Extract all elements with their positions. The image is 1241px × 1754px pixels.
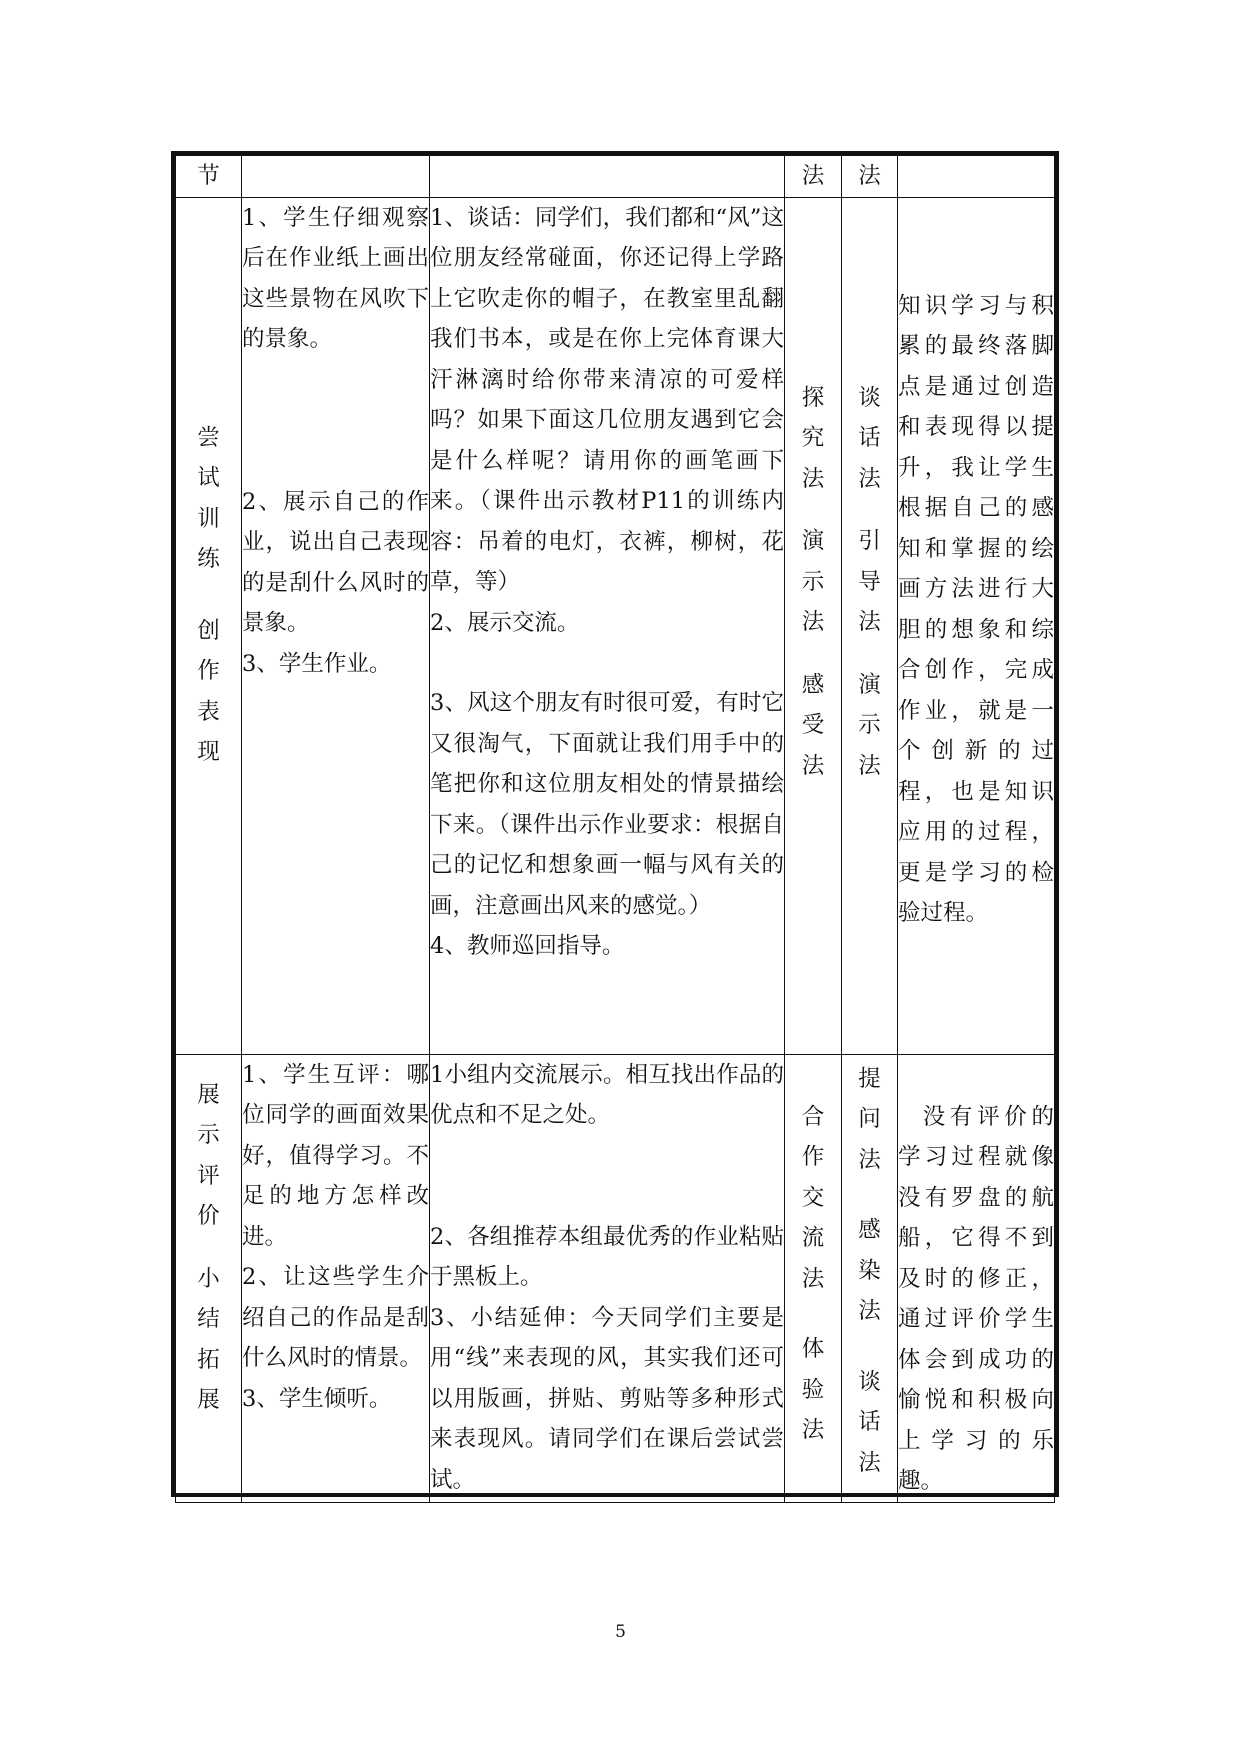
method1-cell [785,1054,842,1502]
method-char: 法 [858,1449,881,1476]
method-char: 交 [801,1184,825,1211]
method-char: 法 [801,752,825,779]
stage-char: 结 [197,1306,220,1332]
method-char: 提 [858,1065,881,1092]
stage-char: 训 [197,505,220,532]
design-intent-text: 没有评价的学习过程就像没有罗盘的航船，它得不到及时的修正，通过评价学生体会到成功的愉悦和积极向上学习的乐趣。 [898,1103,1054,1494]
method-char: 流 [801,1225,825,1251]
method-char: 作 [801,1144,825,1170]
stage-char: 创 [197,617,220,644]
method-char: 感 [858,1217,881,1243]
method-char: 探 [801,384,825,411]
header-student-cell [242,156,430,198]
stage-char: 作 [197,658,220,684]
method2-cell [842,1054,898,1502]
design-intent-cell [898,1054,1055,1502]
method-char: 验 [801,1376,825,1403]
method-char: 话 [858,425,881,451]
stage-char: 练 [197,546,220,572]
method2-cell [842,197,898,1054]
student-step: 2、展示自己的作业，说出自己表现的是刮什么风时的景象。 [242,488,429,636]
teacher-step: 3、风这个朋友有时很可爱，有时它又很淘气，下面就让我们用手中的笔把你和这位朋友相处的情景描绘下来。（课件出示作业要求：根据自己的记忆和想象画一幅与风有关的画，注意画出风来的感觉。） [430,690,784,919]
method1-label [785,1055,841,1451]
header-method2-cell: 法 [842,156,898,198]
stage-char: 现 [197,739,220,765]
method-char: 法 [858,1146,881,1173]
method-char: 演 [801,528,825,554]
table-row [176,1054,1055,1502]
lesson-table-frame [171,151,1059,1497]
method1-cell [785,197,842,1054]
method-char: 谈 [858,384,881,411]
header-intent-cell [898,156,1055,198]
method-char: 导 [858,568,881,595]
teacher-step: 2、展示交流。 [430,609,580,636]
student-step: 1、学生仔细观察后在作业纸上画出这些景物在风吹下的景象。 [242,204,429,352]
method-char: 话 [858,1409,881,1435]
page-number: 5 [615,1622,626,1642]
method-char: 法 [801,609,825,635]
stage-char: 示 [197,1122,220,1148]
stage-char: 尝 [197,424,220,451]
method-char: 演 [858,671,881,698]
student-activity-cell [242,1054,430,1502]
method-char: 问 [858,1106,881,1132]
stage-cell [176,197,242,1054]
student-step: 2、让这些学生介绍自己的作品是刮什么风时的情景。 [242,1264,429,1371]
method1-label [785,198,841,787]
teacher-step: 1、谈话：同学们，我们都和“风”这位朋友经常碰面，你还记得上学路上它吹走你的帽子，在教室里乱翻我们书本，或是在你上完体育课大汗淋漓时给你带来清凉的可爱样吗？如果下面这几位朋友遇到它会是什么样呢？请用你的画笔画下来。（课件出示教材P11的训练内容：吊着的电灯，衣裤，柳树，花草，等） [430,204,784,595]
stage-char: 评 [197,1162,220,1189]
teacher-step: 3、小结延伸：今天同学们主要是用“线”来表现的风，其实我们还可以用版画，拼贴、剪贴等多种形式来表现风。请同学们在课后尝试尝试。 [430,1304,784,1493]
method-char: 示 [801,568,825,595]
teacher-step: 2、各组推荐本组最优秀的作业粘贴于黑板上。 [430,1223,784,1290]
teacher-activity-cell [430,1054,785,1502]
stage-cell [176,1054,242,1502]
table-header-row [176,156,1055,198]
stage-char: 展 [197,1081,220,1108]
method-char: 体 [801,1336,825,1362]
stage-char: 拓 [197,1346,220,1373]
method-char: 法 [858,465,881,492]
table-row [176,197,1055,1054]
method-char: 谈 [858,1368,881,1395]
teacher-step: 4、教师巡回指导。 [430,933,625,959]
method-char: 染 [858,1257,881,1284]
method-char: 感 [801,671,825,698]
method-char: 法 [801,465,825,492]
student-step: 3、学生作业。 [242,650,392,677]
header-teacher-cell [430,156,785,198]
stage-char: 表 [197,698,220,725]
method-char: 引 [858,528,881,554]
method-char: 示 [858,712,881,738]
method-char: 法 [801,1265,825,1292]
header-method1-cell: 法 [785,156,842,198]
method-char: 法 [801,1417,825,1443]
student-activity-cell [242,197,430,1054]
method-char: 究 [801,425,825,451]
stage-char: 试 [197,465,220,491]
design-intent-text: 知识学习与积累的最终落脚点是通过创造和表现得以提升，我让学生根据自己的感知和掌握的绘画方法进行大胆的想象和综合创作，完成作业，就是一个创新的过程，也是知识应用的过程，更是学习的检验过程。 [898,292,1054,926]
method-char: 法 [858,609,881,635]
stage-char: 小 [197,1265,220,1292]
design-intent-cell [898,197,1055,1054]
lesson-plan-table [175,155,1055,1503]
student-step: 3、学生倾听。 [242,1385,392,1412]
method-char: 受 [801,712,825,738]
stage-label [176,198,241,773]
method2-label [842,1055,897,1484]
method2-label [842,198,897,787]
teacher-activity-cell [430,197,785,1054]
stage-char: 价 [197,1203,220,1229]
stage-label [176,1055,241,1421]
method-char: 法 [858,752,881,779]
stage-char: 展 [197,1387,220,1413]
method-char: 法 [858,1298,881,1324]
header-stage-cell: 节 [176,156,242,198]
teacher-step: 1小组内交流展示。相互找出作品的优点和不足之处。 [430,1061,784,1128]
student-step: 1、学生互评：哪位同学的画面效果好，值得学习。不足的地方怎样改进。 [242,1061,429,1250]
method-char: 合 [801,1103,825,1130]
